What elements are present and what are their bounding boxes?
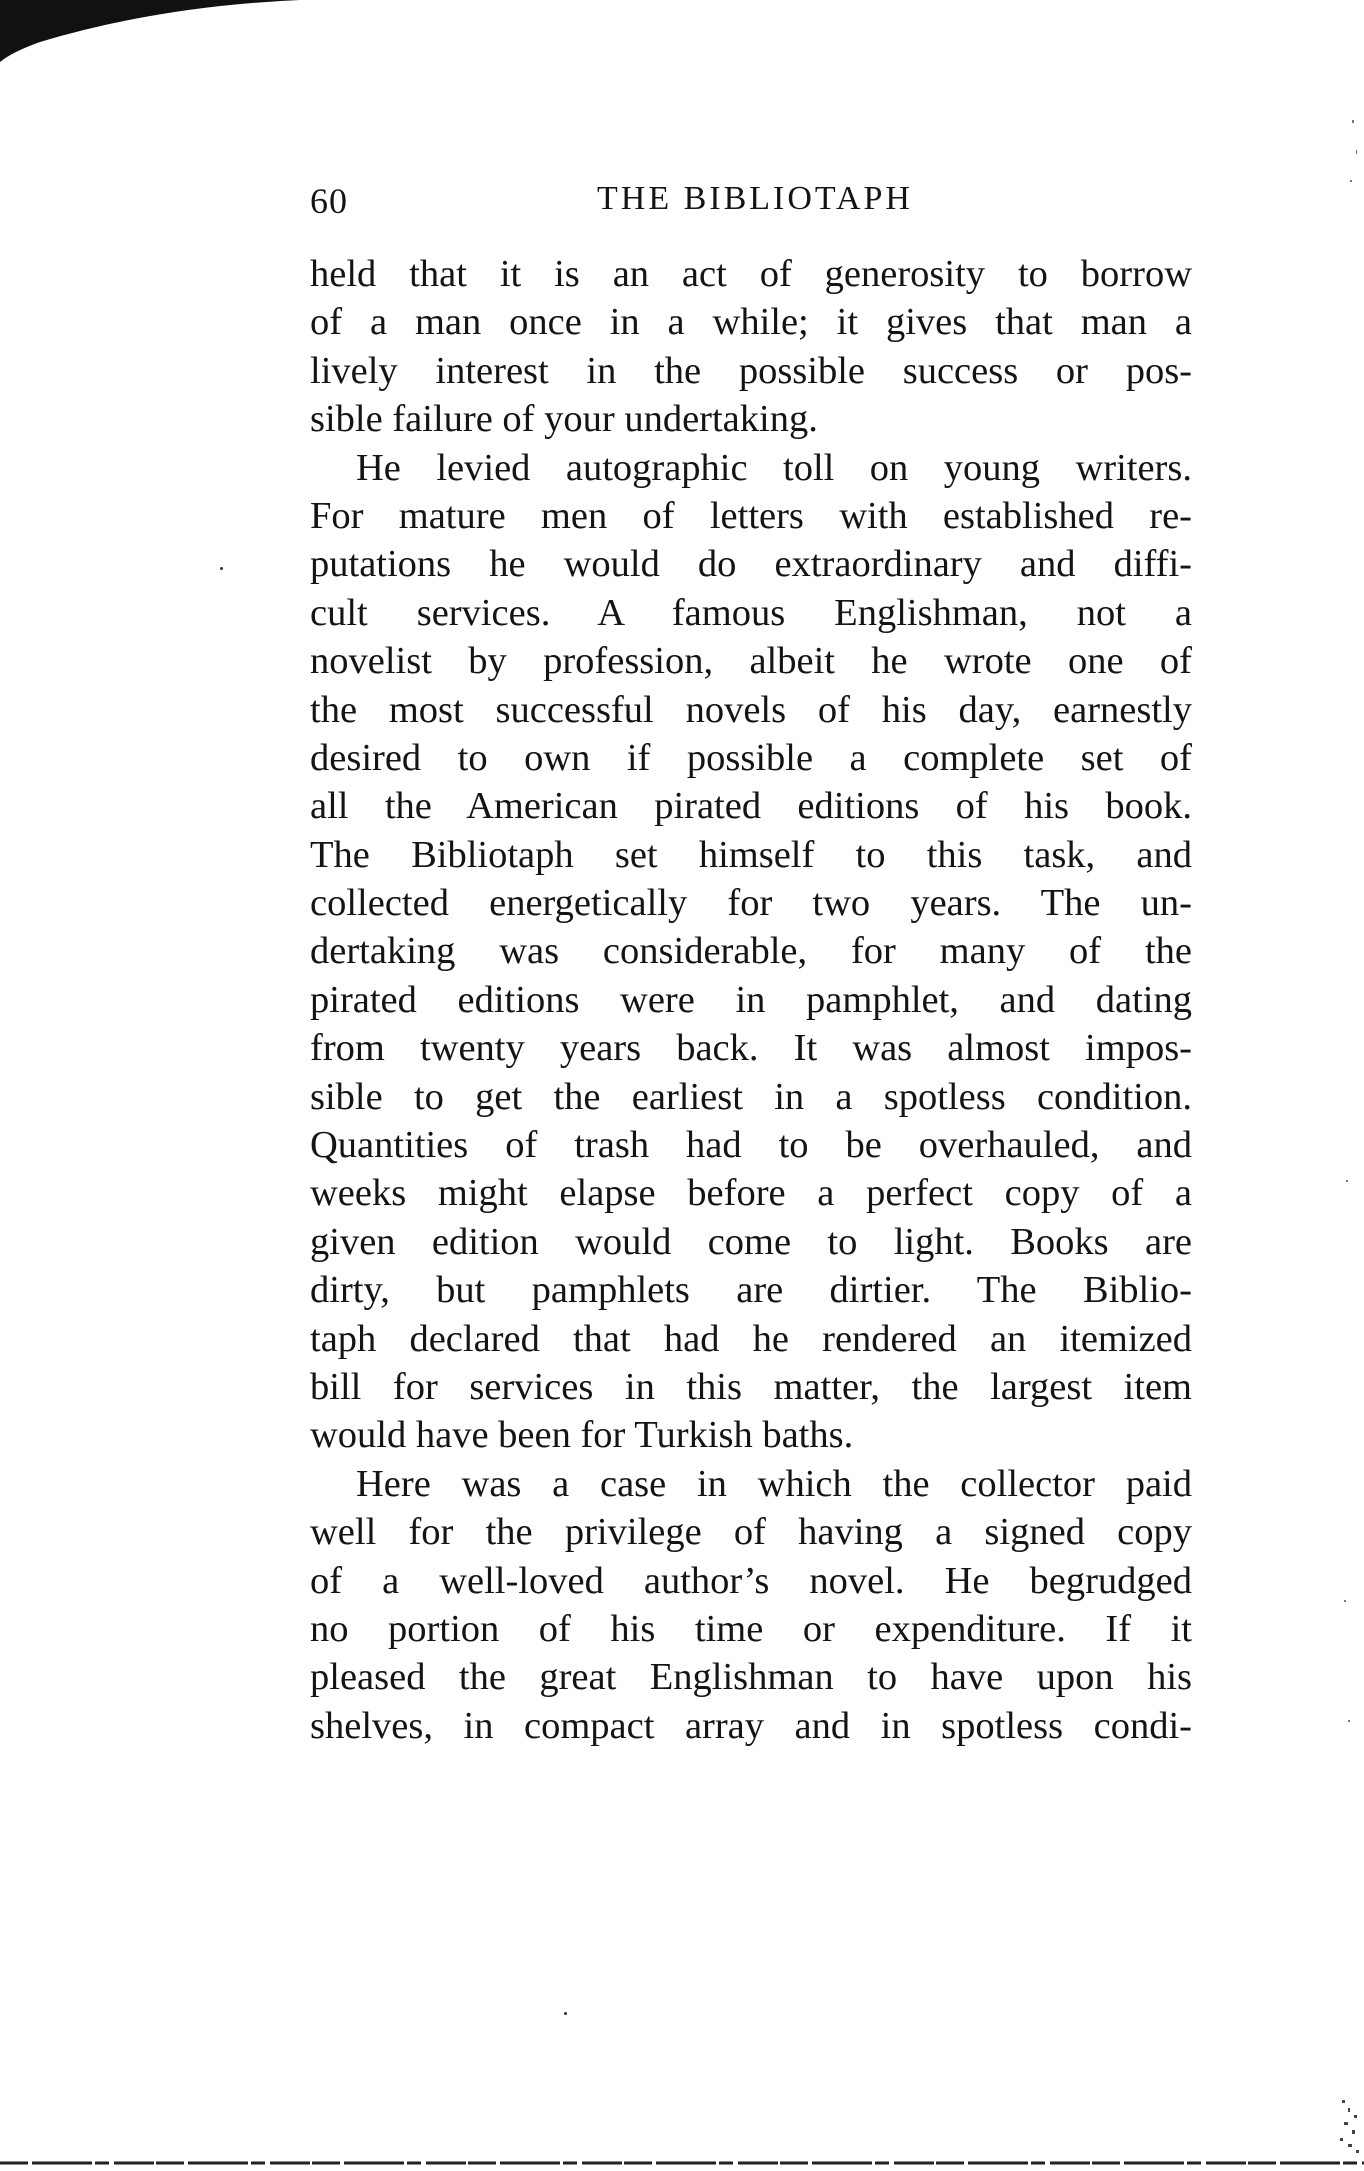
text-line: He levied autographic toll on young writers. (356, 446, 1192, 489)
text-line: taph declared that had he rendered an itemized (310, 1317, 1192, 1360)
text-line: novelist by profession, albeit he wrote one of (310, 640, 1192, 683)
page-corner-shadow (0, 0, 300, 80)
text-line: pleased the great Englishman to have upon his (310, 1656, 1192, 1699)
text-line: lively interest in the possible success or pos- (310, 349, 1192, 392)
text-line: pirated editions were in pamphlet, and dating (310, 978, 1192, 1021)
text-line: Here was a case in which the collector paid (356, 1462, 1192, 1505)
page-bottom-edge (0, 2159, 1364, 2167)
text-line: shelves, in compact array and in spotless condi- (310, 1704, 1192, 1747)
text-line: dirty, but pamphlets are dirtier. The Biblio- (310, 1269, 1192, 1312)
dust-speck (564, 2012, 567, 2015)
text-line: bill for services in this matter, the largest item (310, 1365, 1192, 1408)
text-line: collected energetically for two years. The un- (310, 882, 1192, 925)
text-line: sible failure of your undertaking. (310, 398, 818, 441)
paragraph (310, 444, 1192, 1460)
paragraph (310, 1460, 1192, 1750)
text-line: cult services. A famous Englishman, not a (310, 591, 1192, 634)
dust-speck (220, 567, 223, 570)
text-line: well for the privilege of having a signed copy (310, 1511, 1192, 1554)
text-line: from twenty years back. It was almost impos- (310, 1027, 1192, 1070)
text-line: dertaking was considerable, for many of the (310, 930, 1192, 973)
running-title: THE BIBLIOTAPH (597, 180, 913, 217)
text-line: For mature men of letters with established re- (310, 494, 1192, 537)
text-line: would have been for Turkish baths. (310, 1414, 854, 1457)
text-line: weeks might elapse before a perfect copy of a (310, 1172, 1192, 1215)
text-line: all the American pirated editions of his book. (310, 785, 1192, 828)
text-line: of a man once in a while; it gives that man a (310, 301, 1192, 344)
text-line: given edition would come to light. Books are (310, 1220, 1192, 1263)
text-line: the most successful novels of his day, earnestly (310, 688, 1192, 731)
text-line: sible to get the earliest in a spotless condition. (310, 1075, 1192, 1118)
paragraph (310, 250, 1192, 444)
page-number: 60 (310, 181, 348, 221)
text-line: Quantities of trash had to be overhauled, and (310, 1124, 1192, 1167)
text-line: desired to own if possible a complete set of (310, 736, 1192, 779)
text-line: held that it is an act of generosity to borrow (310, 253, 1192, 295)
text-line: The Bibliotaph set himself to this task, and (310, 833, 1192, 876)
scan-edge-noise (1334, 0, 1364, 2171)
text-line: no portion of his time or expenditure. If it (310, 1607, 1192, 1650)
text-line: putations he would do extraordinary and diffi- (310, 543, 1192, 586)
text-line: of a well-loved author’s novel. He begrudged (310, 1559, 1192, 1602)
body-text (310, 250, 1192, 1750)
page-header (310, 180, 1200, 232)
